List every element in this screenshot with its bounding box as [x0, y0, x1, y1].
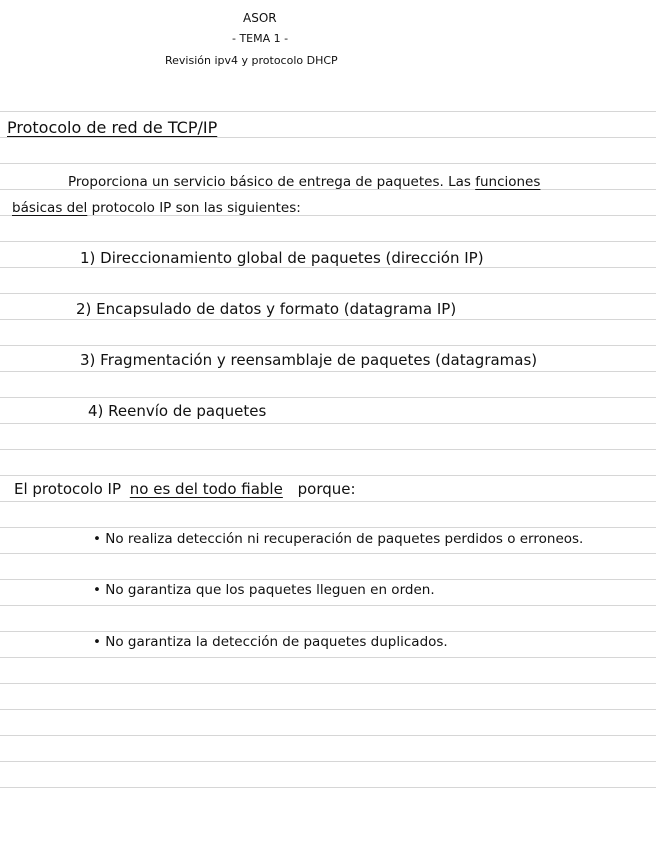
ruled-line: [0, 761, 656, 762]
list-item: 4) Reenvío de paquetes: [88, 402, 267, 420]
unit-title: - TEMA 1 -: [232, 32, 289, 45]
ruled-line: [0, 527, 656, 528]
bullet-item: • No garantiza la detección de paquetes duplicados.: [93, 634, 448, 650]
lead-text: El protocolo IP: [14, 480, 122, 498]
ruled-line: [0, 293, 656, 294]
ruled-line: [0, 371, 656, 372]
ruled-line: [0, 709, 656, 710]
ruled-line: [0, 137, 656, 138]
topic-title: Revisión ipv4 y protocolo DHCP: [165, 54, 338, 67]
ruled-line: [0, 241, 656, 242]
course-name: ASOR: [243, 11, 277, 25]
ruled-line: [0, 605, 656, 606]
reliability-lead: [14, 480, 356, 498]
ruled-line: [0, 631, 656, 632]
ruled-line: [0, 345, 656, 346]
lead-underlined: no es del todo fiable: [129, 480, 283, 498]
bullet-item: • No realiza detección ni recuperación de paquetes perdidos o erroneos.: [93, 531, 584, 547]
ruled-line: [0, 787, 656, 788]
list-item: 3) Fragmentación y reensamblaje de paquetes (datagramas): [80, 351, 538, 369]
ruled-line: [0, 501, 656, 502]
ruled-line: [0, 475, 656, 476]
ruled-line: [0, 657, 656, 658]
intro-paragraph-line1: [68, 174, 540, 190]
ruled-line: [0, 397, 656, 398]
list-item: 2) Encapsulado de datos y formato (datagrama IP): [76, 300, 457, 318]
intro-text: Proporciona un servicio básico de entrega de paquetes. Las: [68, 174, 471, 190]
intro-paragraph-line2: [12, 200, 301, 216]
ruled-line: [0, 553, 656, 554]
ruled-line: [0, 319, 656, 320]
bullet-item: • No garantiza que los paquetes lleguen en orden.: [93, 582, 435, 598]
intro-underlined-phrase: básicas del: [12, 200, 88, 216]
ruled-line: [0, 163, 656, 164]
list-item: 1) Direccionamiento global de paquetes (dirección IP): [80, 249, 484, 267]
section-title-tcpip: Protocolo de red de TCP/IP: [7, 118, 218, 137]
ruled-line: [0, 423, 656, 424]
ruled-line: [0, 735, 656, 736]
ruled-line: [0, 111, 656, 112]
intro-underlined-word: funciones: [475, 174, 541, 190]
ruled-line: [0, 267, 656, 268]
ruled-line: [0, 579, 656, 580]
lead-text-end: porque:: [297, 480, 356, 498]
ruled-line: [0, 683, 656, 684]
ruled-line: [0, 449, 656, 450]
intro-text-rest: protocolo IP son las siguientes:: [87, 200, 301, 216]
